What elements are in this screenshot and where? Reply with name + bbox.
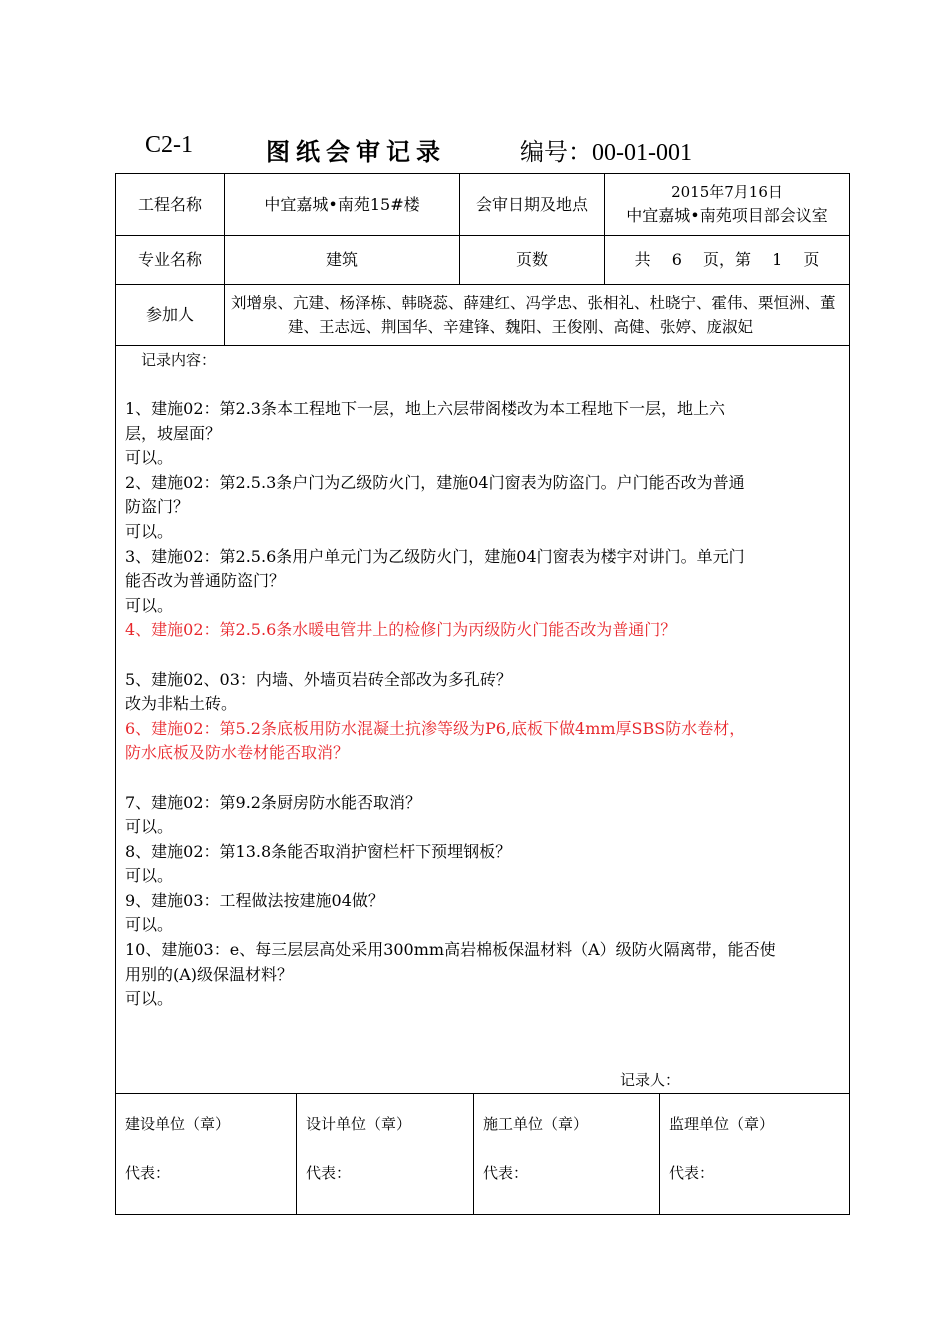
project-name-label: 工程名称 bbox=[137, 194, 202, 214]
table-border-right bbox=[849, 173, 850, 1215]
record-question: 能否改为普通防盗门？ bbox=[125, 571, 286, 591]
attendees-line: 刘增泉、亢建、杨泽栋、韩晓蕊、薛建红、冯学忠、张相礼、杜晓宁、霍伟、栗恒洲、董 bbox=[231, 294, 836, 312]
column-divider bbox=[659, 1093, 660, 1215]
project-name-value: 中宜嘉城•南苑15#楼 bbox=[264, 194, 420, 214]
record-answer: 可以。 bbox=[125, 521, 174, 541]
row-divider bbox=[115, 1093, 850, 1094]
column-divider bbox=[296, 1093, 297, 1215]
row-divider bbox=[115, 284, 850, 285]
record-answer: 可以。 bbox=[125, 989, 174, 1009]
record-answer: 可以。 bbox=[125, 448, 174, 468]
record-question-highlighted: 4、建施02：第2.5.6条水暖电管井上的检修门为丙级防火门能否改为普通门？ bbox=[125, 620, 677, 640]
discipline-label: 专业名称 bbox=[137, 250, 202, 269]
designer-rep-label: 代表： bbox=[306, 1164, 352, 1182]
pages-label: 页数 bbox=[515, 250, 548, 269]
supervisor-seal-label: 监理单位（章） bbox=[669, 1115, 775, 1133]
record-answer: 可以。 bbox=[125, 817, 174, 837]
pages-value: 共 6 页，第 1 页 bbox=[634, 250, 820, 269]
record-question: 5、建施02、03：内墙、外墙页岩砖全部改为多孔砖？ bbox=[125, 669, 512, 689]
meeting-date: 2015年7月16日 bbox=[671, 183, 783, 201]
date-place-label: 会审日期及地点 bbox=[475, 194, 588, 214]
record-answer: 改为非粘土砖。 bbox=[125, 694, 238, 714]
table-border-bottom bbox=[115, 1214, 850, 1215]
attendees-value bbox=[231, 291, 847, 343]
page-title: 图纸会审记录 bbox=[266, 137, 446, 166]
recorder-label: 记录人： bbox=[620, 1071, 681, 1089]
designer-seal-label: 设计单位（章） bbox=[306, 1115, 412, 1133]
builder-seal-label: 建设单位（章） bbox=[125, 1115, 231, 1133]
blank-line bbox=[125, 643, 840, 668]
record-question: 3、建施02：第2.5.6条用户单元门为乙级防火门，建施04门窗表为楼宇对讲门。单元门 bbox=[125, 546, 745, 566]
record-question: 10、建施03：e、每三层层高处采用300mm高岩棉板保温材料（A）级防火隔离带，能否使 bbox=[125, 940, 776, 960]
record-question: 9、建施03：工程做法按建施04做？ bbox=[125, 890, 384, 910]
constructor-seal-label: 施工单位（章） bbox=[483, 1115, 589, 1133]
column-divider bbox=[473, 1093, 474, 1215]
document-number: 编号：00-01-001 bbox=[520, 140, 692, 166]
record-question: 7、建施02：第9.2条厨房防水能否取消？ bbox=[125, 792, 421, 812]
record-question-highlighted: 防水底板及防水卷材能否取消？ bbox=[125, 743, 350, 763]
record-answer: 可以。 bbox=[125, 915, 174, 935]
record-question: 用别的(A)级保温材料？ bbox=[125, 964, 294, 984]
record-question: 2、建施02：第2.5.3条户门为乙级防火门，建施04门窗表为防盗门。户门能否改为普通 bbox=[125, 472, 745, 492]
record-answer: 可以。 bbox=[125, 595, 174, 615]
record-content bbox=[125, 397, 840, 1012]
record-question: 1、建施02：第2.3条本工程地下一层，地上六层带阁楼改为本工程地下一层，地上六 bbox=[125, 399, 725, 418]
supervisor-rep-label: 代表： bbox=[669, 1164, 715, 1182]
blank-line bbox=[125, 766, 840, 791]
row-divider bbox=[115, 345, 850, 346]
attendees-line: 建、王志远、荆国华、辛建锋、魏阳、王俊刚、高健、张婷、庞淑妃 bbox=[288, 318, 754, 336]
record-question: 层，坡屋面？ bbox=[125, 423, 222, 443]
record-question-highlighted: 6、建施02：第5.2条底板用防水混凝土抗渗等级为P6,底板下做4mm厚SBS防水卷材， bbox=[125, 718, 746, 738]
discipline-value: 建筑 bbox=[325, 250, 358, 269]
record-question: 8、建施02：第13.8条能否取消护窗栏杆下预埋钢板？ bbox=[125, 841, 512, 861]
date-place-value bbox=[605, 180, 849, 232]
form-code: C2-1 bbox=[145, 132, 193, 158]
attendees-label: 参加人 bbox=[145, 305, 194, 324]
constructor-rep-label: 代表： bbox=[483, 1164, 529, 1182]
record-question: 防盗门？ bbox=[125, 497, 190, 517]
document-header bbox=[0, 132, 950, 168]
record-heading: 记录内容： bbox=[141, 351, 217, 369]
record-answer: 可以。 bbox=[125, 866, 174, 886]
builder-rep-label: 代表： bbox=[125, 1164, 171, 1182]
meeting-place: 中宜嘉城•南苑项目部会议室 bbox=[626, 206, 828, 225]
